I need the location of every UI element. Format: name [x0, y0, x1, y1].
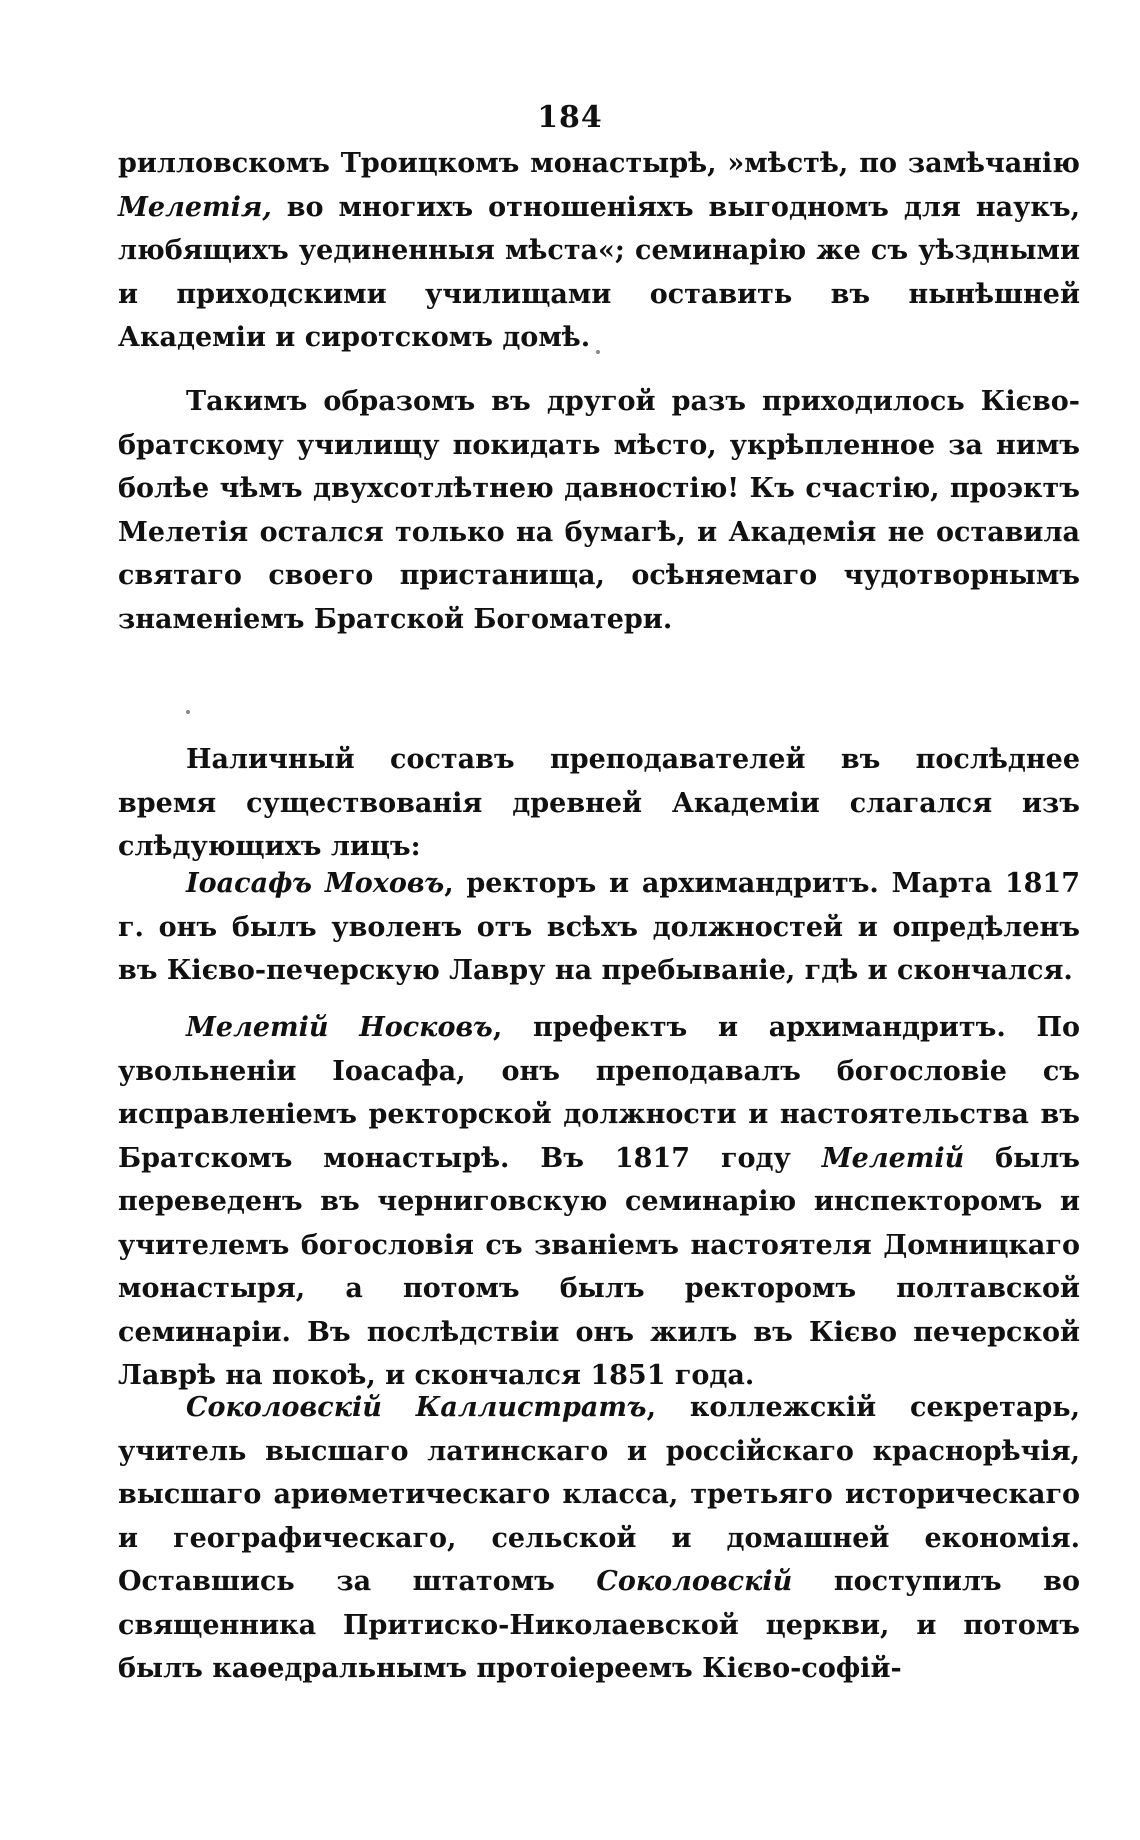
separator-dot-2: [186, 710, 190, 714]
paragraph-4-text: , ректоръ и архимандритъ. Марта 1817 г. онъ былъ уволенъ отъ всѣхъ должностей и опредѣленъ въ Кієво-печерскую Лавру на пребываніе, гдѣ и скончался.: [118, 868, 1081, 986]
paragraph-5-text: , префектъ и архимандритъ. По увольненіи Іоасафа, онъ преподавалъ богословіе съ исправленіемъ ректорской должности и настоятельства въ Братскомъ монастырѣ. Въ 1817 году: [118, 1012, 1080, 1174]
person-name-ioasaf: Іоасафъ Моховъ: [186, 868, 445, 899]
person-name-meletiy: Мелетій Носковъ: [186, 1012, 493, 1043]
paragraph-3-text: Наличный составъ преподавателей въ послѣднее время существованія древней Академіи слагался изъ слѣдующихъ лицъ:: [118, 744, 1080, 862]
page-number: 184: [537, 100, 603, 135]
paragraph-5: [118, 1006, 1080, 1398]
paragraph-6-text: , коллежскій секретарь, учитель высшаго латинскаго и россійскаго краснорѣчія, высшаго ариөметическаго класса, третьяго историческаго и географическаго, сельской и домашней економія. Оставшись за штатомъ: [118, 1392, 1081, 1597]
paragraph-1: [118, 142, 1080, 360]
person-name-meletiy-2: Мелетій: [821, 1142, 965, 1174]
paragraph-6: [118, 1386, 1080, 1691]
person-name-sokolovskiy: Соколовскій Каллистратъ: [186, 1392, 647, 1423]
person-name-sokolovskiy-2: Соколовскій: [596, 1566, 793, 1597]
paragraph-3: [118, 738, 1080, 869]
paragraph-1-text-2: во многихъ отношеніяхъ выгодномъ для наукъ, любящихъ уединенныя мѣста«; семинарію же съ уѣздными и приходскими училищами оставить въ нынѣшней Академіи и сиротскомъ домѣ.: [118, 191, 1080, 353]
paragraph-1-text: рилловскомъ Троицкомъ монастырѣ, »мѣстѣ, по замѣчанію: [118, 148, 1080, 179]
paragraph-2: [118, 380, 1080, 641]
paragraph-4: [118, 862, 1080, 993]
paragraph-2-text: Такимъ образомъ въ другой разъ приходилось Кієво-братскому училищу покидать мѣсто, укрѣпленное за нимъ болѣе чѣмъ двухсотлѣтнею давностію! Къ счастію, проэктъ Мелетія остался только на бумагѣ, и Академія не оставила святаго своего пристанища, осѣняемаго чудотворнымъ знаменіемъ Братской Богоматери.: [118, 386, 1080, 635]
person-name-meletiya: Мелетія,: [118, 191, 272, 223]
paragraph-6-text-2: поступилъ во священника Притиско-Николаевской церкви, и потомъ былъ каөедральнымъ протоіереемъ Кієво-софій-: [118, 1566, 1080, 1684]
separator-dot: [596, 350, 600, 354]
paragraph-5-text-2: былъ переведенъ въ черниговскую семинарію инспекторомъ и учителемъ богословія съ званіемъ настоятеля Домницкаго монастыря, а потомъ былъ ректоромъ полтавской семинаріи. Въ послѣдствіи онъ жилъ въ Кієво печерской Лаврѣ на покоѣ, и скончался 1851 года.: [118, 1142, 1080, 1391]
